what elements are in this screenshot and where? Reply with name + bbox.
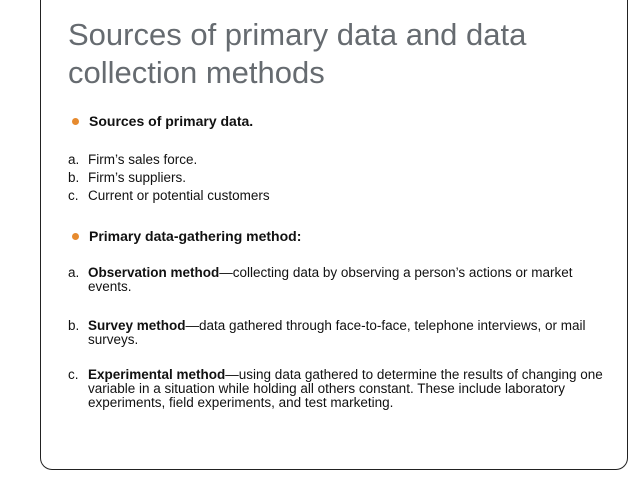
method-text [88,319,603,347]
method-term: Observation method [88,265,220,280]
list-item-text: Firm’s sales force. [88,152,198,167]
method-term: Survey method [88,318,186,333]
bullet-icon [72,233,79,240]
sources-list [68,151,270,205]
method-item [68,368,603,410]
method-item [68,319,603,347]
list-marker: c. [68,367,79,382]
method-term: Experimental method [88,367,226,382]
slide-title: Sources of primary data and data collection methods [68,17,527,90]
methods-heading-text: Primary data-gathering method: [89,228,302,244]
list-marker: a. [68,265,80,280]
list-item-text: Firm’s suppliers. [88,170,187,185]
list-item-text: Current or potential customers [88,188,270,203]
bullet-icon [72,118,79,125]
list-item [68,151,270,169]
list-item [68,187,270,205]
list-item [68,169,270,187]
list-marker: b. [68,170,80,185]
method-desc: —using data gathered to determine the results of changing one variable in a situation while holding all others constant. These include laboratory experiments, field experiments, and test marketing. [88,367,603,410]
method-desc: —collecting data by observing a person’s actions or market events. [88,265,573,294]
sources-heading-text: Sources of primary data. [89,113,254,129]
list-marker: b. [68,318,80,333]
method-text [88,368,603,410]
list-marker: a. [68,152,80,167]
method-text [88,266,603,294]
method-desc: —data gathered through face-to-face, telephone interviews, or mail surveys. [88,318,586,347]
list-marker: c. [68,188,79,203]
bullet-sources-heading [72,113,253,129]
method-item [68,266,603,294]
bullet-methods-heading [72,228,301,244]
